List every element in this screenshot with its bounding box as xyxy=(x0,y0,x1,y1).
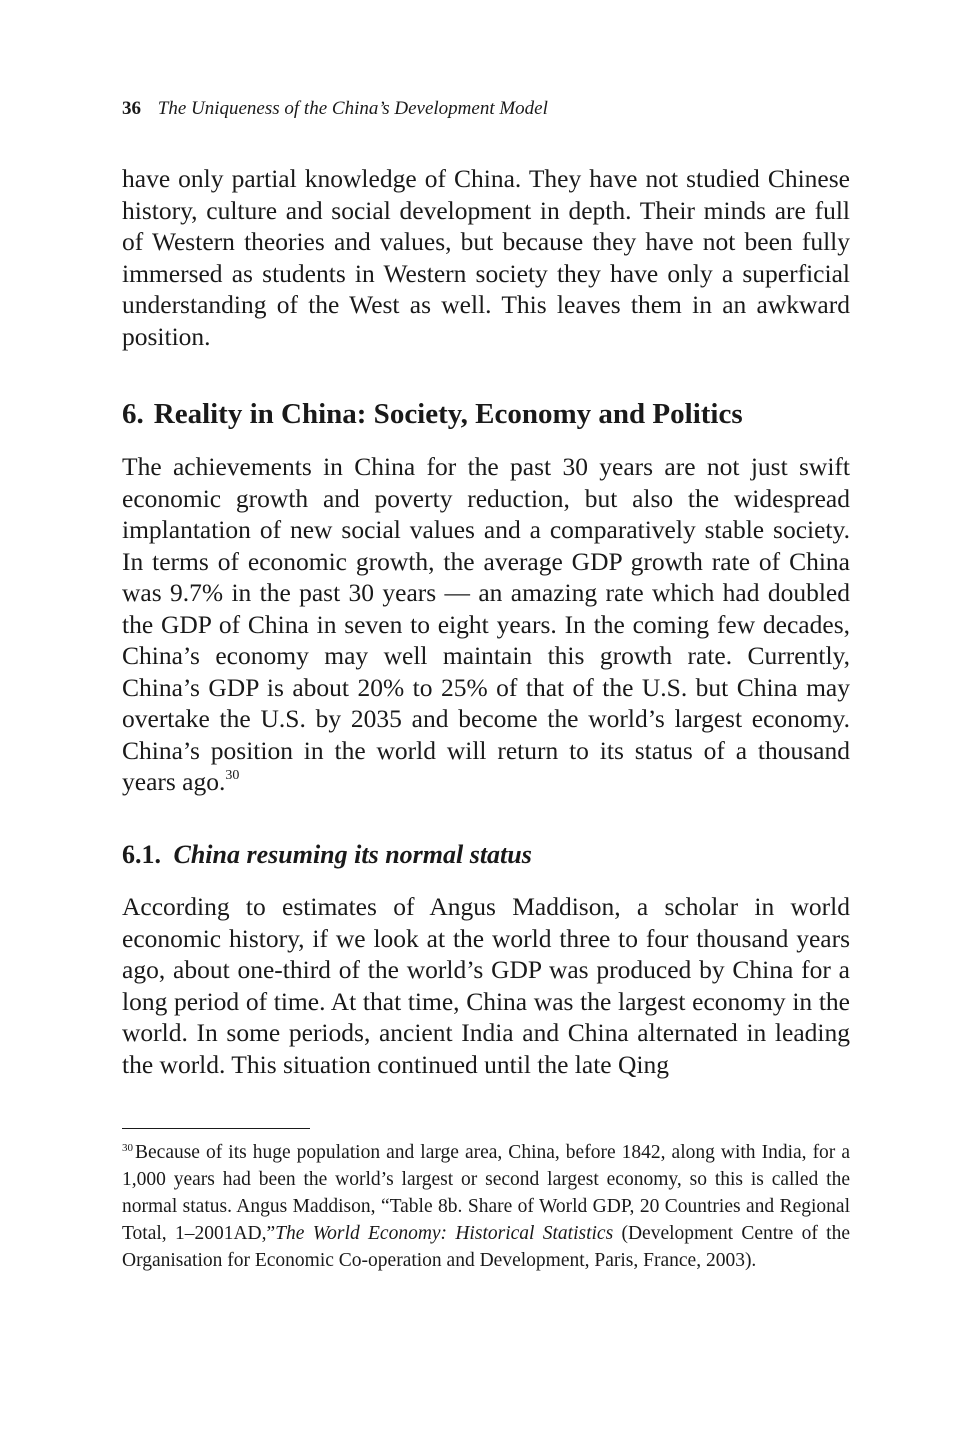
body-paragraph-1: have only partial knowledge of China. They have not studied Chinese history, culture and social development in depth. Their minds are full of Western theories and values, but because they have not been fully immersed as students in Western society they have only a superficial understanding of the West as well. This leaves them in an awkward position. xyxy=(122,164,850,351)
body-paragraph-3: According to estimates of Angus Maddison, a scholar in world economic history, if we look at the world three to four thousand years ago, about one-third of the world’s GDP was produced by China for a long period of time. At that time, China was the largest economy in the world. In some periods, ancient India and China alternated in leading the world. This situation continued until the late Qing xyxy=(122,892,850,1079)
footnote-mark: 30 xyxy=(122,1141,133,1154)
subsection-heading xyxy=(122,840,532,870)
footnote xyxy=(122,1139,850,1274)
body-paragraph-2 xyxy=(122,451,850,798)
footnote-divider xyxy=(122,1128,310,1129)
section-number: 6. xyxy=(122,398,144,430)
body-paragraph-2-text: The achievements in China for the past 30 years are not just swift economic growth and poverty reduction, but also the widespread implantation of new social values and a comparatively stable society. In terms of economic growth, the average GDP growth rate of China was 9.7% in the past 30 years — an amazing rate which had doubled the GDP of China in seven to eight years. In the coming few decades, China’s economy may well maintain this growth rate. Currently, China’s GDP is about 20% to 25% of that of the U.S. but China may overtake the U.S. by 2035 and become the world’s largest economy. China’s position in the world will return to its status of a thousand years ago. xyxy=(122,452,850,796)
section-heading xyxy=(122,398,743,431)
running-title: The Uniqueness of the China’s Development Model xyxy=(157,98,548,119)
section-title: Reality in China: Society, Economy and Politics xyxy=(153,398,743,430)
subsection-number: 6.1. xyxy=(122,840,161,869)
footnote-reference[interactable]: 30 xyxy=(225,767,240,783)
page-number: 36 xyxy=(122,98,141,119)
footnote-book-title: The World Economy: Historical Statistics xyxy=(275,1223,614,1244)
footnote-text-before: Because of its huge population and large area, China, before 1842, along with India, for a 1,000 years had been the world’s largest or second largest economy, so this is called the normal status. Angus Maddison, “Table 8b. Share of World GDP, 20 Countries and Regional Total, 1–2001AD,” xyxy=(122,1142,850,1244)
subsection-title: China resuming its normal status xyxy=(173,840,532,869)
running-header xyxy=(122,98,548,120)
footnote-text-after: (Development Centre of the Organisation for Economic Co-operation and Development, Paris, France, 2003). xyxy=(122,1223,850,1271)
